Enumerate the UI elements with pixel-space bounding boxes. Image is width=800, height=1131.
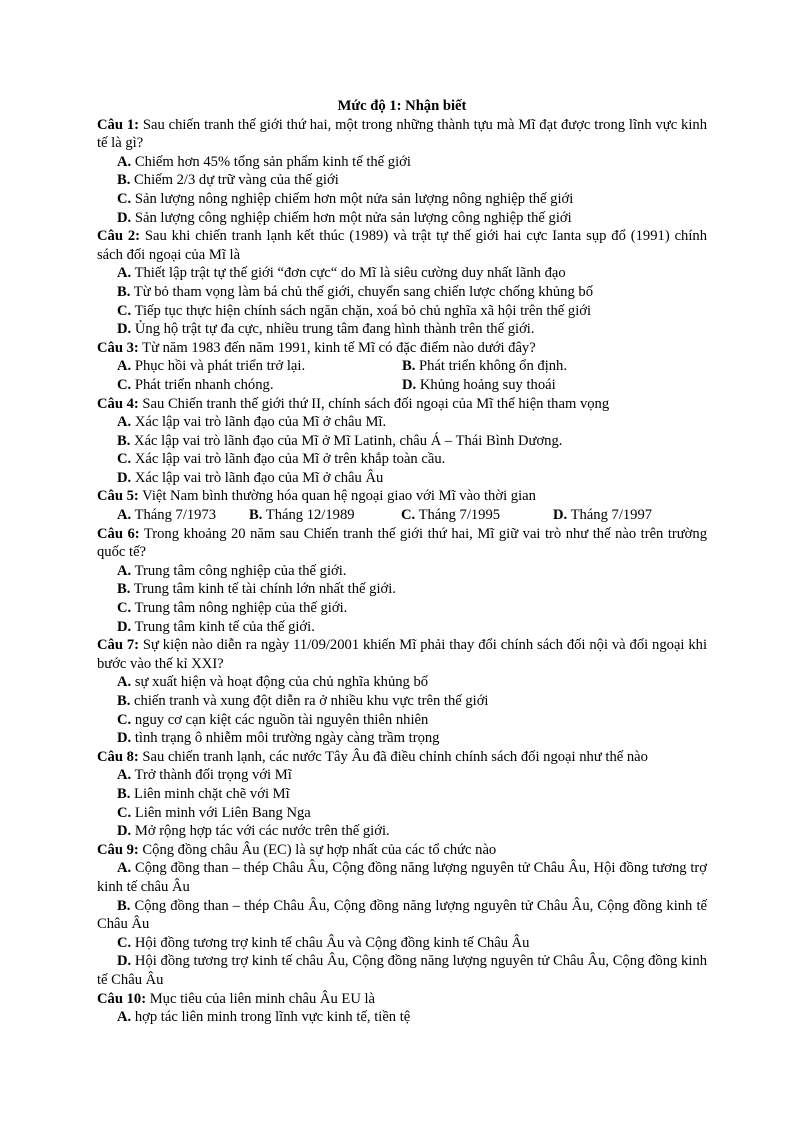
option-label: B. <box>117 581 131 598</box>
option-text: Tháng 7/1973 <box>131 507 217 524</box>
option <box>97 711 707 730</box>
question-text: Sự kiện nào diễn ra ngày 11/09/2001 khiến Mĩ phải thay đổi chính sách đối nội và đối ngoại khi bước vào thế kỉ XXI? <box>97 637 708 672</box>
option <box>97 153 707 172</box>
option-label: D. <box>553 507 568 524</box>
option <box>97 859 707 896</box>
option-label: D. <box>117 209 132 226</box>
option-label: B. <box>402 358 416 375</box>
question-2 <box>97 227 707 264</box>
question-4 <box>97 395 707 414</box>
option-text: Trở thành đối trọng với Mĩ <box>131 767 292 784</box>
question-8 <box>97 748 707 767</box>
option-label: B. <box>117 693 131 709</box>
option-text: Xác lập vai trò lãnh đạo của Mĩ ở châu Mĩ. <box>131 414 387 431</box>
question-text: Mục tiêu của liên minh châu Âu EU là <box>146 990 376 1007</box>
option <box>97 320 707 339</box>
option-text: chiến tranh và xung đột diễn ra ở nhiều khu vực trên thế giới <box>130 693 489 709</box>
option-label: C. <box>117 804 132 821</box>
option-text: Liên minh với Liên Bang Nga <box>131 804 311 821</box>
option <box>97 618 707 637</box>
option-text: Tiếp tục thực hiện chính sách ngăn chặn, xoá bỏ chủ nghĩa xã hội trên thế giới <box>131 302 592 319</box>
option-text: Cộng đồng than – thép Châu Âu, Cộng đồng năng lượng nguyên tử Châu Âu, Cộng đồng kinh tế Châu Âu <box>97 897 707 933</box>
option-label: C. <box>117 600 132 617</box>
option-text: Phát triển không ổn định. <box>415 358 567 375</box>
option-text: Ủng hộ trật tự đa cực, nhiều trung tâm đang hình thành trên thế giới. <box>131 321 535 338</box>
option-text: Sản lượng nông nghiệp chiếm hơn một nửa sản lượng nông nghiệp thế giới <box>131 190 574 207</box>
option <box>97 692 707 711</box>
option-label: C. <box>117 934 132 951</box>
option-text: Hội đồng tương trợ kinh tế châu Âu, Cộng đồng năng lượng nguyên tử Châu Âu, Cộng đồng kinh tế Châu Âu <box>97 953 707 988</box>
option <box>97 804 707 823</box>
option-label: B. <box>117 283 131 300</box>
option-label: C. <box>401 507 416 524</box>
question-text: Sau chiến tranh thế giới thứ hai, một trong những thành tựu mà Mĩ đạt được trong lĩnh vực kinh tế là gì? <box>97 116 707 152</box>
option-text: Xác lập vai trò lãnh đạo của Mĩ ở châu Âu <box>131 469 384 486</box>
option-text: Trung tâm nông nghiệp của thế giới. <box>131 600 348 617</box>
option-text: sự xuất hiện và hoạt động của chủ nghĩa khủng bố <box>131 674 429 691</box>
question-text: Sau khi chiến tranh lạnh kết thúc (1989) và trật tự thế giới hai cực Ianta sụp đổ (1991) chính sách đối ngoại của Mĩ là <box>97 228 707 263</box>
option-text: Phát triển nhanh chóng. <box>131 376 274 393</box>
question-label: Câu 8: <box>97 748 139 765</box>
option-row <box>97 357 707 376</box>
option-label: A. <box>117 358 132 375</box>
option-label: C. <box>117 190 132 207</box>
option-label: A. <box>117 414 132 431</box>
option <box>97 357 402 376</box>
option <box>97 822 707 841</box>
option-text: Phục hồi và phát triển trở lại. <box>131 358 306 375</box>
option-label: C. <box>117 302 132 319</box>
option <box>97 934 707 953</box>
option-label: C. <box>117 451 132 468</box>
option-label: B. <box>249 507 263 524</box>
option-label: A. <box>117 265 132 282</box>
question-text: Cộng đồng châu Âu (EC) là sự hợp nhất của các tổ chức nào <box>138 841 497 858</box>
question-text: Sau Chiến tranh thế giới thứ II, chính sách đối ngoại của Mĩ thể hiện tham vọng <box>138 395 610 412</box>
question-10 <box>97 990 707 1009</box>
option <box>97 469 707 488</box>
option <box>97 450 707 469</box>
option-text: Mở rộng hợp tác với các nước trên thế giới. <box>131 823 390 840</box>
option-text: Thiết lập trật tự thế giới “đơn cực“ do Mĩ là siêu cường duy nhất lãnh đạo <box>131 265 566 282</box>
option <box>97 785 707 804</box>
question-label: Câu 5: <box>97 488 139 505</box>
option <box>97 1008 707 1027</box>
option <box>402 376 707 395</box>
option <box>97 729 707 748</box>
option <box>97 413 707 432</box>
option-text: Sản lượng công nghiệp chiếm hơn một nửa sản lượng công nghiệp thế giới <box>131 209 572 226</box>
option-label: B. <box>117 897 131 914</box>
option-label: D. <box>117 953 132 970</box>
option <box>553 506 705 525</box>
option-label: B. <box>117 785 131 802</box>
option-label: D. <box>117 469 132 486</box>
option-text: Từ bỏ tham vọng làm bá chủ thế giới, chuyển sang chiến lược chống khủng bố <box>130 283 594 300</box>
option <box>97 209 707 228</box>
option-row <box>97 506 707 525</box>
option-text: Xác lập vai trò lãnh đạo của Mĩ ở trên khắp toàn cầu. <box>131 451 446 468</box>
question-6 <box>97 525 707 562</box>
option <box>97 766 707 785</box>
option <box>401 506 553 525</box>
option-label: A. <box>117 1009 132 1026</box>
question-text: Việt Nam bình thường hóa quan hệ ngoại giao với Mĩ vào thời gian <box>138 488 536 505</box>
option-label: C. <box>117 376 132 393</box>
option <box>97 283 707 302</box>
option-text: hợp tác liên minh trong lĩnh vực kinh tế, tiền tệ <box>131 1009 411 1026</box>
option-text: Tháng 7/1995 <box>415 507 501 524</box>
option-text: nguy cơ cạn kiệt các nguồn tài nguyên thiên nhiên <box>131 711 429 728</box>
option <box>402 357 707 376</box>
option <box>97 264 707 283</box>
question-label: Câu 3: <box>97 339 139 356</box>
option <box>97 376 402 395</box>
question-text: Trong khoảng 20 năm sau Chiến tranh thế giới thứ hai, Mĩ giữ vai trò như thế nào trên trường quốc tế? <box>97 525 707 561</box>
question-label: Câu 10: <box>97 990 147 1007</box>
page-title: Mức độ 1: Nhận biết <box>337 98 467 114</box>
document-content <box>97 97 707 1027</box>
option-label: A. <box>117 153 132 170</box>
question-text: Từ năm 1983 đến năm 1991, kinh tế Mĩ có đặc điểm nào dưới đây? <box>138 339 536 356</box>
option-text: Trung tâm công nghiệp của thế giới. <box>131 562 347 579</box>
option <box>97 302 707 321</box>
option-label: A. <box>117 860 132 877</box>
option-label: D. <box>117 321 132 338</box>
option-label: C. <box>117 711 132 728</box>
option <box>249 506 401 525</box>
option-label: A. <box>117 767 132 784</box>
option <box>97 432 707 451</box>
option-text: Xác lập vai trò lãnh đạo của Mĩ ở Mĩ Latinh, châu Á – Thái Bình Dương. <box>130 432 563 449</box>
option <box>97 580 707 599</box>
question-3 <box>97 339 707 358</box>
option-label: D. <box>117 618 132 635</box>
option <box>97 599 707 618</box>
option-label: B. <box>117 172 131 189</box>
option <box>97 190 707 209</box>
option-text: Tháng 12/1989 <box>262 507 355 524</box>
question-label: Câu 1: <box>97 116 139 133</box>
option <box>97 673 707 692</box>
question-label: Câu 4: <box>97 395 139 412</box>
question-label: Câu 7: <box>97 637 139 654</box>
option <box>97 952 707 989</box>
option-label: A. <box>117 507 132 524</box>
option-row <box>97 376 707 395</box>
option <box>97 562 707 581</box>
option <box>97 897 707 934</box>
option-text: Tháng 7/1997 <box>567 507 653 524</box>
option <box>97 171 707 190</box>
option <box>97 506 249 525</box>
option-label: B. <box>117 432 131 449</box>
option-text: Liên minh chặt chẽ với Mĩ <box>130 785 290 802</box>
question-9 <box>97 841 707 860</box>
option-text: Chiếm 2/3 dự trữ vàng của thế giới <box>130 172 339 189</box>
option-text: Trung tâm kinh tế tài chính lớn nhất thế giới. <box>130 581 396 598</box>
option-label: A. <box>117 562 132 579</box>
option-text: tình trạng ô nhiễm môi trường ngày càng trầm trọng <box>131 730 440 747</box>
option-text: Trung tâm kinh tế của thế giới. <box>131 618 315 635</box>
option-text: Khủng hoảng suy thoái <box>416 376 556 393</box>
question-label: Câu 2: <box>97 228 140 245</box>
option-text: Hội đồng tương trợ kinh tế châu Âu và Cộng đồng kinh tế Châu Âu <box>131 934 530 951</box>
question-5 <box>97 487 707 506</box>
option-text: Cộng đồng than – thép Châu Âu, Cộng đồng năng lượng nguyên tử Châu Âu, Hội đồng tương trợ kinh tế châu Âu <box>97 860 707 895</box>
question-7 <box>97 636 707 673</box>
option-label: D. <box>402 376 417 393</box>
option-label: D. <box>117 730 132 747</box>
question-label: Câu 9: <box>97 841 139 858</box>
option-text: Chiếm hơn 45% tổng sản phẩm kinh tế thế giới <box>131 153 411 170</box>
question-label: Câu 6: <box>97 525 140 542</box>
question-1 <box>97 116 707 153</box>
question-text: Sau chiến tranh lạnh, các nước Tây Âu đã điều chỉnh chính sách đối ngoại như thế nào <box>138 748 648 765</box>
option-label: D. <box>117 823 132 840</box>
option-label: A. <box>117 674 132 691</box>
